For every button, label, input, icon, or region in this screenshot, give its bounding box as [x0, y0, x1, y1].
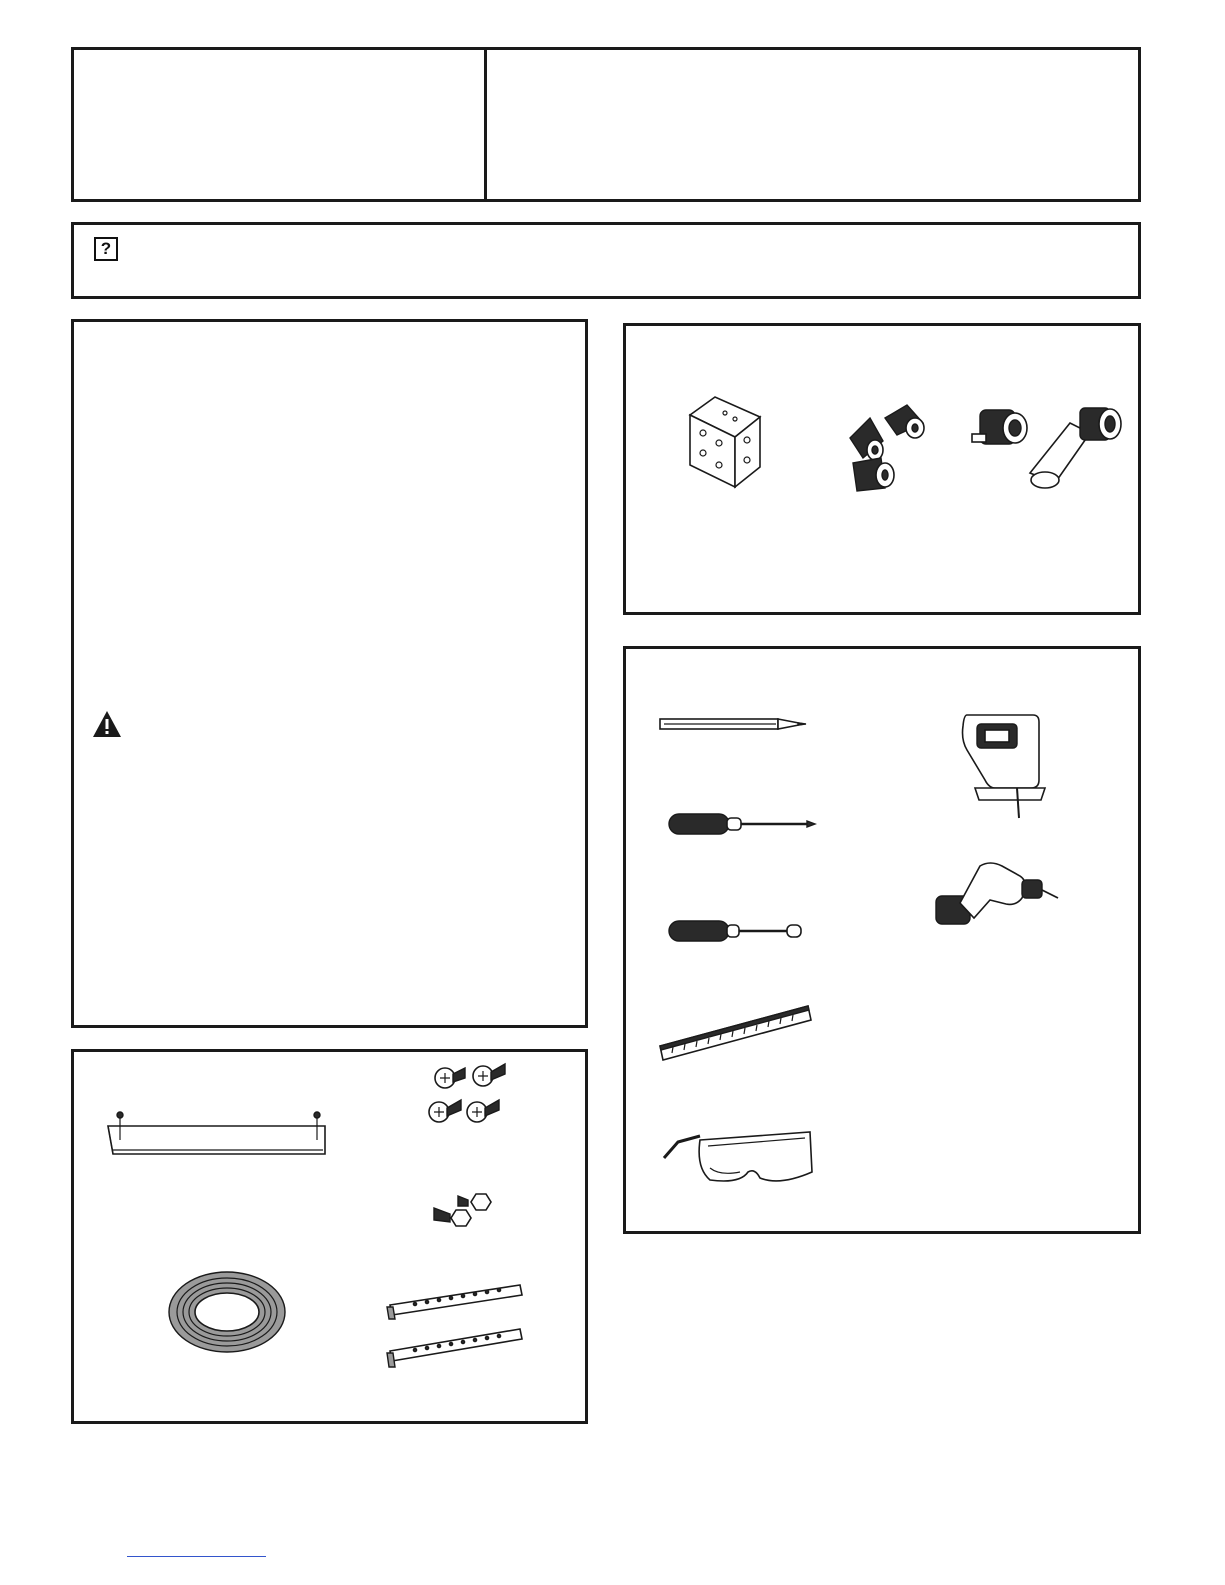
- phillips-screws-icon: [425, 1060, 515, 1135]
- foam-tape-roll-icon: [165, 1268, 290, 1358]
- junction-box-icon: [685, 395, 765, 490]
- jigsaw-icon: [955, 710, 1050, 820]
- phillips-screwdriver-icon: [665, 810, 817, 838]
- help-box: [71, 222, 1141, 299]
- hex-head-screws-icon: [428, 1190, 498, 1235]
- instructions-box: [71, 319, 588, 1028]
- conduit-connectors-icon: [970, 398, 1125, 493]
- trim-strip-icon: [105, 1110, 330, 1158]
- footer-link-underline[interactable]: [127, 1556, 266, 1557]
- header-divider: [484, 47, 487, 202]
- safety-glasses-icon: [660, 1128, 815, 1188]
- drill-icon: [930, 858, 1060, 930]
- question-mark-icon: ?: [94, 237, 118, 261]
- mounting-brackets-icon: [385, 1283, 525, 1373]
- wire-nuts-icon: [845, 403, 930, 493]
- header-left-box: [71, 47, 1141, 202]
- pencil-icon: [658, 715, 808, 733]
- nut-driver-icon: [665, 917, 805, 945]
- ruler-icon: [658, 1002, 813, 1062]
- warning-triangle-icon: [92, 710, 122, 738]
